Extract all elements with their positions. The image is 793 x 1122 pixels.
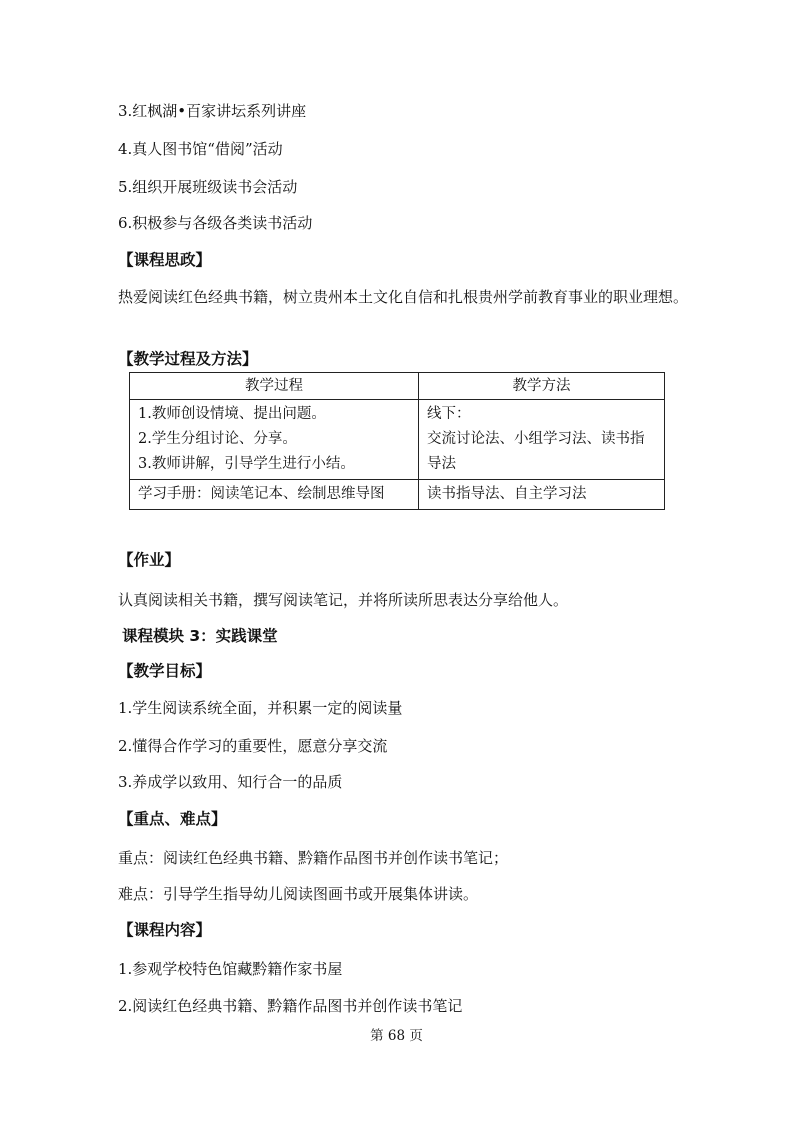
intro-item-5: 5.组织开展班级读书会活动 bbox=[118, 178, 298, 196]
intro-item-6: 6.积极参与各级各类读书活动 bbox=[118, 214, 313, 232]
process-table bbox=[129, 372, 665, 510]
handbook-cell: 学习手册：阅读笔记本、绘制思维导图 bbox=[130, 480, 419, 510]
keypoint-difficult: 难点：引导学生指导幼儿阅读图画书或开展集体讲读。 bbox=[118, 885, 479, 903]
content-item-2: 2.阅读红色经典书籍、黔籍作品图书并创作读书笔记 bbox=[118, 997, 463, 1015]
table-header-row bbox=[130, 373, 665, 400]
goal-item-3: 3.养成学以致用、知行合一的品质 bbox=[118, 773, 343, 791]
goals-heading: 【教学目标】 bbox=[118, 662, 212, 680]
content-heading: 【课程内容】 bbox=[118, 921, 212, 939]
method-cell-2: 读书指导法、自主学习法 bbox=[419, 480, 665, 510]
process-step: 3.教师讲解，引导学生进行小结。 bbox=[138, 456, 355, 472]
homework-text: 认真阅读相关书籍，撰写阅读笔记，并将所读所思表达分享给他人。 bbox=[118, 591, 569, 609]
goal-item-2: 2.懂得合作学习的重要性，愿意分享交流 bbox=[118, 737, 388, 755]
keypoint-key: 重点：阅读红色经典书籍、黔籍作品图书并创作读书笔记； bbox=[118, 849, 509, 867]
intro-item-4: 4.真人图书馆“借阅”活动 bbox=[118, 140, 283, 158]
intro-item-3: 3.红枫湖•百家讲坛系列讲座 bbox=[118, 102, 307, 120]
sizheng-text: 热爱阅读红色经典书籍，树立贵州本土文化自信和扎根贵州学前教育事业的职业理想。 bbox=[118, 288, 689, 306]
method-label: 线下： bbox=[427, 406, 471, 422]
method-text: 交流讨论法、小组学习法、读书指导法 bbox=[427, 431, 645, 472]
header-method: 教学方法 bbox=[419, 373, 665, 400]
header-process: 教学过程 bbox=[130, 373, 419, 400]
keypoints-heading: 【重点、难点】 bbox=[118, 810, 227, 828]
sizheng-heading: 【课程思政】 bbox=[118, 251, 212, 269]
method-cell bbox=[419, 400, 665, 480]
homework-heading: 【作业】 bbox=[118, 551, 181, 569]
page-number: 第 68 页 bbox=[370, 1028, 423, 1044]
goal-item-1: 1.学生阅读系统全面，并积累一定的阅读量 bbox=[118, 699, 403, 717]
process-step: 1.教师创设情境、提出问题。 bbox=[138, 406, 326, 422]
table-row bbox=[130, 480, 665, 510]
module-title: 课程模块 3：实践课堂 bbox=[122, 627, 278, 645]
process-heading: 【教学过程及方法】 bbox=[118, 350, 258, 368]
content-item-1: 1.参观学校特色馆藏黔籍作家书屋 bbox=[118, 960, 343, 978]
table-row bbox=[130, 400, 665, 480]
process-steps-cell bbox=[130, 400, 419, 480]
process-step: 2.学生分组讨论、分享。 bbox=[138, 431, 297, 447]
